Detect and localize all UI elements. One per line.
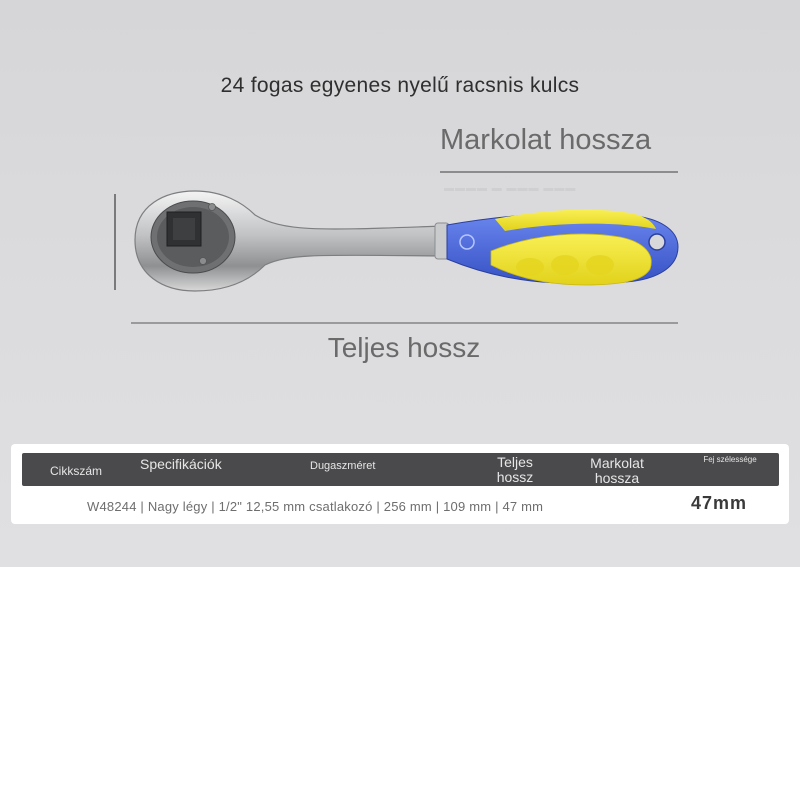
ratchet-wrench-image bbox=[125, 185, 685, 300]
total-length-label: Teljes hossz bbox=[327, 332, 481, 363]
head-width-value: 47mm bbox=[691, 493, 748, 513]
header-socket-size: Dugaszméret bbox=[310, 460, 376, 472]
product-title: 24 fogas egyenes nyelű racsnis kulcs bbox=[220, 74, 580, 97]
grip-length-line bbox=[440, 171, 678, 173]
spec-table-header bbox=[22, 453, 779, 486]
spec-table bbox=[11, 444, 789, 524]
header-head-width: Fej szélessége bbox=[703, 455, 757, 464]
total-length-line bbox=[131, 322, 678, 324]
header-grip-length: Markolat hossza bbox=[590, 456, 644, 486]
header-item-no: Cikkszám bbox=[50, 464, 103, 478]
header-specs: Specifikációk bbox=[140, 456, 222, 472]
faint-watermark-text: ▬▬▬▬ ▬ ▬▬▬ ▬▬▬ bbox=[444, 183, 577, 194]
head-width-line bbox=[114, 194, 116, 290]
header-total-length: Teljes hossz bbox=[496, 455, 534, 486]
spec-row-values: W48244 | Nagy légy | 1/2" 12,55 mm csatlakozó | 256 mm | 109 mm | 47 mm bbox=[87, 499, 544, 514]
grip-length-label: Markolat hossza bbox=[440, 124, 652, 156]
